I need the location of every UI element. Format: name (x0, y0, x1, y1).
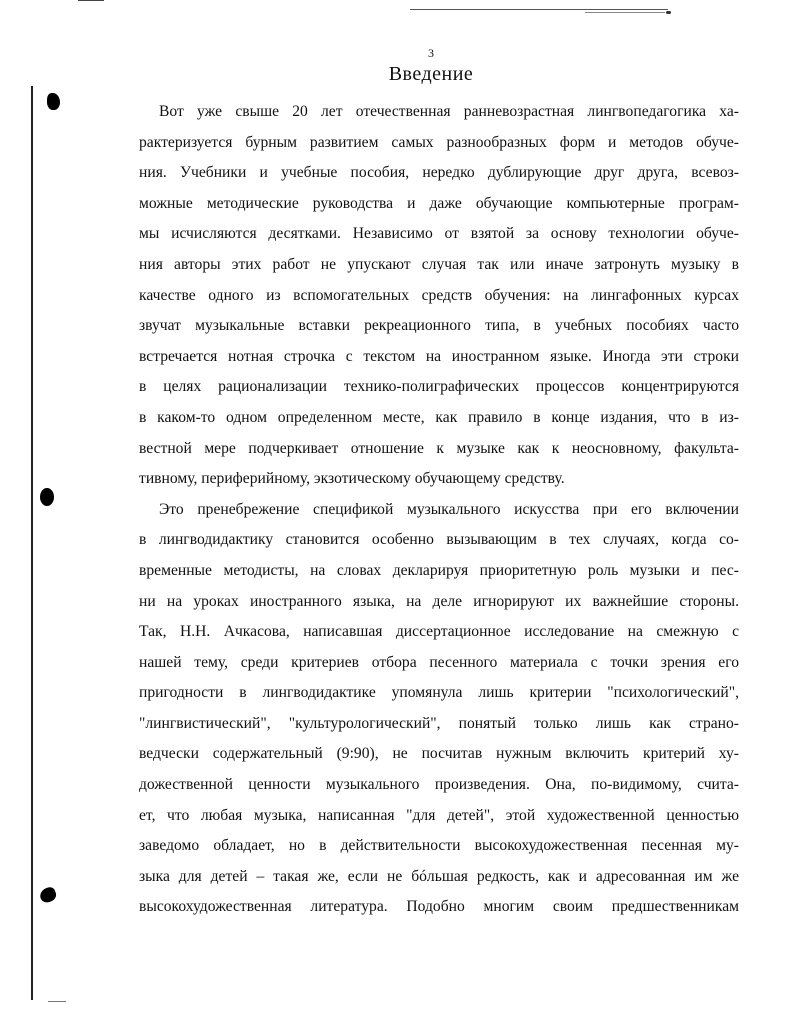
scan-artifact-tick (666, 11, 671, 14)
text-line: "лингвистический", "культурологический", понятый только лишь как страно- (139, 714, 739, 732)
text-line: ния. Учебники и учебные пособия, нередко дублирующие друг друга, всевоз- (139, 164, 739, 182)
text-line: Так, Н.Н. Ачкасова, написавшая диссертационное исследование на смежную с (139, 623, 739, 641)
punch-hole-top (47, 93, 60, 110)
paragraph-1 (139, 97, 739, 495)
text-line: ет, что любая музыка, написанная "для детей", этой художественной ценностью (139, 806, 739, 824)
text-line: мы исчисляются десятками. Независимо от взятой за основу технологии обуче- (139, 225, 739, 243)
text-line: ния авторы этих работ не упускают случая так или иначе затронуть музыку в (139, 255, 739, 273)
text-line: вестной мере подчеркивает отношение к музыке как к неосновному, факульта- (139, 439, 739, 457)
text-line: Это пренебрежение спецификой музыкального искусства при его включении (159, 500, 739, 518)
text-line: нашей тему, среди критериев отбора песенного материала с точки зрения его (139, 653, 739, 671)
scan-artifact-bottom (48, 1001, 66, 1002)
text-line: рактеризуется бурным развитием самых разнообразных форм и методов обуче- (139, 133, 739, 151)
text-line: можные методические руководства и даже обучающие компьютерные програм- (139, 194, 739, 212)
text-line: дожественной ценности музыкального произведения. Она, по-видимому, счита- (139, 776, 739, 794)
text-line: в лингводидактику становится особенно вызывающим в тех случаях, когда со- (139, 531, 739, 549)
text-line: звучат музыкальные вставки рекреационного типа, в учебных пособиях часто (139, 317, 739, 335)
punch-hole-bottom (38, 886, 58, 905)
text-line: временные методисты, на словах декларируя приоритетную роль музыки и пес- (139, 561, 739, 579)
text-line: заведомо обладает, но в действительности высокохудожественная песенная му- (139, 837, 739, 855)
document-body (139, 97, 739, 923)
text-line: встречается нотная строчка с текстом на иностранном языке. Иногда эти строки (139, 347, 739, 365)
text-line: ведчески содержательный (9:90), не посчитав нужным включить критерий ху- (139, 745, 739, 763)
text-line: зыка для детей – такая же, если не бóльшая редкость, как и адресованная им же (139, 867, 739, 885)
scan-artifact-top-left (78, 0, 104, 1)
punch-hole-middle (40, 488, 54, 506)
page-number: 3 (428, 46, 434, 60)
page-title: Введение (388, 63, 474, 85)
scan-artifact-top-right-2 (585, 12, 665, 13)
text-line: высокохудожественная литература. Подобно многим своим предшественникам (139, 898, 739, 916)
text-line: тивному, периферийному, экзотическому обучающему средству. (139, 470, 565, 488)
scan-artifact-top-right (410, 9, 668, 10)
text-line: Вот уже свыше 20 лет отечественная ранневозрастная лингвопедагогика ха- (159, 103, 739, 120)
paragraph-2 (139, 495, 739, 923)
text-line: пригодности в лингводидактике упомянула лишь критерии "психологический", (139, 684, 739, 702)
scan-left-edge (31, 86, 33, 1000)
text-line: ни на уроках иностранного языка, на деле игнорируют их важнейшие стороны. (139, 592, 739, 610)
text-line: в целях рационализации технико-полиграфических процессов концентрируются (139, 378, 739, 396)
text-line: в каком-то одном определенном месте, как правило в конце издания, что в из- (139, 408, 739, 426)
text-line: качестве одного из вспомогательных средств обучения: на лингафонных курсах (139, 286, 739, 304)
